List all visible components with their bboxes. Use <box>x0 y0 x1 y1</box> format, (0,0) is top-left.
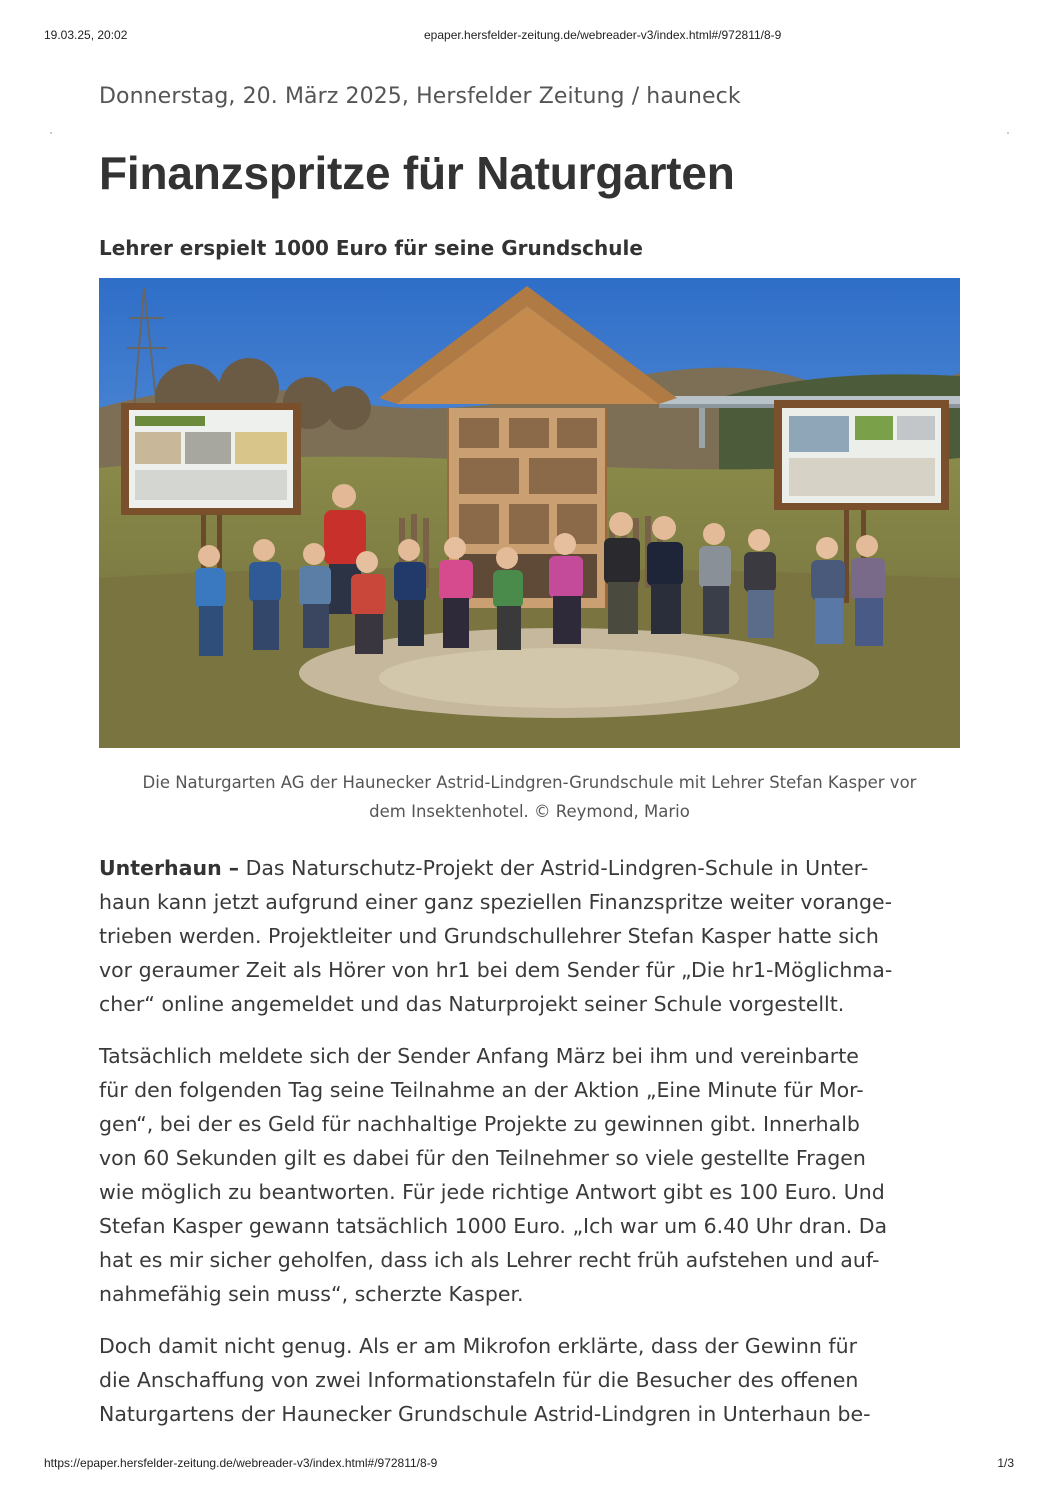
article-paragraph-1 <box>99 851 961 1021</box>
paragraph-line <box>99 851 961 885</box>
paragraph-line: Naturgartens der Haunecker Grundschule Astrid-Lindgren in Unterhaun be- <box>99 1402 871 1426</box>
paragraph-line: trieben werden. Projektleiter und Grundschullehrer Stefan Kasper hatte sich <box>99 924 879 948</box>
paragraph-line: hat es mir sicher geholfen, dass ich als Lehrer recht früh aufstehen und auf- <box>99 1248 880 1272</box>
article-paragraph-2 <box>99 1039 961 1311</box>
print-footer <box>44 1456 1014 1472</box>
edge-mark-right <box>1007 132 1009 134</box>
page-number: 1/3 <box>997 1456 1014 1470</box>
paragraph-line: Stefan Kasper gewann tatsächlich 1000 Euro. „Ich war um 6.40 Uhr dran. Da <box>99 1214 888 1238</box>
paragraph-line: von 60 Sekunden gilt es dabei für den Teilnehmer so viele gestellte Fragen <box>99 1146 866 1170</box>
article-subheadline: Lehrer erspielt 1000 Euro für seine Grundschule <box>99 236 643 260</box>
article-dateline: Donnerstag, 20. März 2025, Hersfelder Zeitung / hauneck <box>99 84 741 109</box>
caption-line: Die Naturgarten AG der Haunecker Astrid-Lindgren-Grundschule mit Lehrer Stefan Kasper vor <box>142 773 917 792</box>
paragraph-lead: Unterhaun – <box>99 856 240 880</box>
paragraph-line: für den folgenden Tag seine Teilnahme an der Aktion „Eine Minute für Mor- <box>99 1078 864 1102</box>
paragraph-line: nahmefähig sein muss“, scherzte Kasper. <box>99 1282 524 1306</box>
paragraph-line: gen“, bei der es Geld für nachhaltige Projekte zu gewinnen gibt. Innerhalb <box>99 1112 860 1136</box>
paragraph-line: haun kann jetzt aufgrund einer ganz speziellen Finanzspritze weiter vorange- <box>99 890 893 914</box>
edge-mark-left <box>50 132 52 134</box>
paragraph-line: Doch damit nicht genug. Als er am Mikrofon erklärte, dass der Gewinn für <box>99 1334 858 1358</box>
article-paragraph-3 <box>99 1329 961 1431</box>
article-headline: Finanzspritze für Naturgarten <box>99 147 735 199</box>
caption-line: dem Insektenhotel. © Reymond, Mario <box>369 802 690 821</box>
photo-illustration <box>99 278 960 748</box>
paragraph-line: wie möglich zu beantworten. Für jede richtige Antwort gibt es 100 Euro. Und <box>99 1180 885 1204</box>
article-photo[interactable] <box>99 278 960 748</box>
print-footer-url: https://epaper.hersfelder-zeitung.de/webreader-v3/index.html#/972811/8-9 <box>44 1456 438 1470</box>
photo-caption <box>99 768 960 826</box>
print-header <box>44 28 1014 44</box>
paragraph-line: Tatsächlich meldete sich der Sender Anfang März bei ihm und vereinbarte <box>99 1044 859 1068</box>
paragraph-line-text: Das Naturschutz-Projekt der Astrid-Lindgren-Schule in Unter- <box>239 856 869 880</box>
paragraph-line: vor geraumer Zeit als Hörer von hr1 bei dem Sender für „Die hr1-Möglichma- <box>99 958 893 982</box>
paragraph-line: die Anschaffung von zwei Informationstafeln für die Besucher des offenen <box>99 1368 859 1392</box>
print-timestamp: 19.03.25, 20:02 <box>44 28 128 42</box>
paragraph-line: cher“ online angemeldet und das Naturprojekt seiner Schule vorgestellt. <box>99 992 845 1016</box>
print-header-url: epaper.hersfelder-zeitung.de/webreader-v3/index.html#/972811/8-9 <box>424 28 782 42</box>
